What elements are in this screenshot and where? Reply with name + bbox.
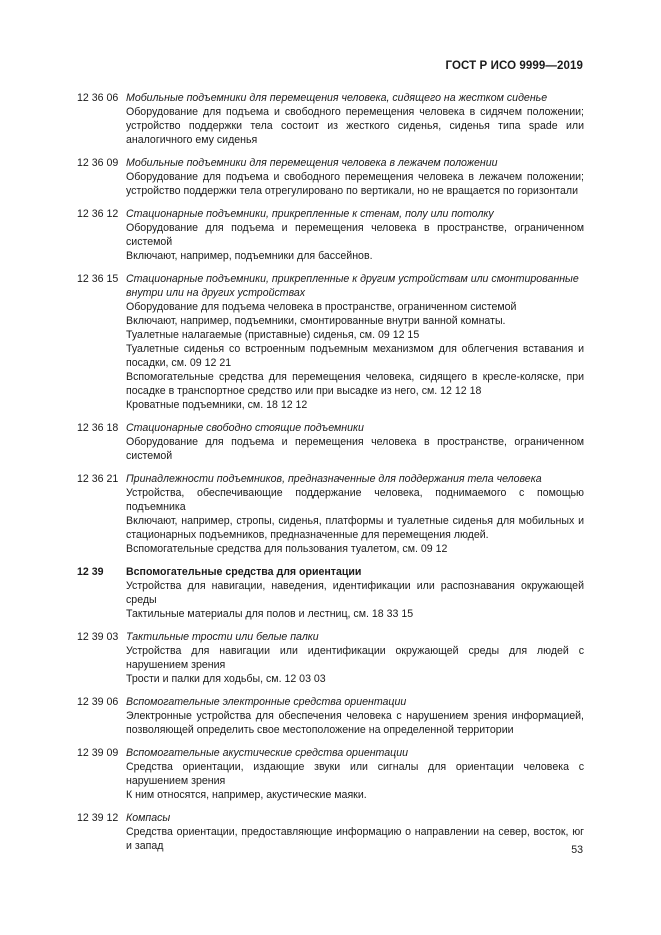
entry-title: Стационарные подъемники, прикрепленные к другим устройствам или смонтированные внутри или на других устройствах: [126, 273, 579, 299]
classification-entry: [77, 695, 584, 737]
entry-description: Трости и палки для ходьбы, см. 12 03 03: [126, 673, 326, 685]
entry-description: Туалетные сиденья со встроенным подъемным механизмом для облегчения вставания и посадки, см. 09 12 21: [126, 343, 584, 369]
classification-entry: [77, 156, 584, 198]
entry-description: Включают, например, подъемники, смонтированные внутри ванной комнаты.: [126, 315, 506, 327]
classification-entry: [77, 472, 584, 556]
entry-description: Оборудование для подъема человека в пространстве, ограниченном системой: [126, 301, 517, 313]
classification-entry: [77, 421, 584, 463]
classification-entry: [77, 91, 584, 147]
entry-description: Средства ориентации, издающие звуки или сигналы для ориентации человека с нарушением зрения: [126, 761, 584, 787]
entry-title: Мобильные подъемники для перемещения человека в лежачем положении: [126, 157, 498, 169]
entry-title: Вспомогательные акустические средства ориентации: [126, 747, 408, 759]
entry-code: 12 36 18: [77, 422, 119, 434]
entry-description: Оборудование для подъема и свободного перемещения человека в лежачем положении; устройство поддержки тела отрегулировано по вертикали, но не вращается по горизонтали: [126, 171, 584, 197]
entry-description: Оборудование для подъема и перемещения человека в пространстве, ограниченном системой: [126, 222, 584, 248]
classification-entry: [77, 811, 584, 853]
classification-list: [77, 91, 584, 862]
entry-description: Устройства для навигации или идентификации окружающей среды для людей с нарушением зрения: [126, 645, 584, 671]
entry-title: Стационарные подъемники, прикрепленные к стенам, полу или потолку: [126, 208, 494, 220]
entry-title: Тактильные трости или белые палки: [126, 631, 319, 643]
entry-description: Средства ориентации, предоставляющие информацию о направлении на север, восток, юг и запад: [126, 826, 584, 852]
entry-description: Вспомогательные средства для перемещения человека, сидящего в кресле-коляске, при посадке в транспортное средство или при высадке из него, см. 12 12 18: [126, 371, 584, 397]
entry-code: 12 39 03: [77, 631, 119, 643]
classification-entry: [77, 630, 584, 686]
entry-description: Включают, например, подъемники для бассейнов.: [126, 250, 373, 262]
entry-title: Стационарные свободно стоящие подъемники: [126, 422, 364, 434]
entry-description: Оборудование для подъема и свободного перемещения человека в сидячем положении; устройство поддержки тела состоит из жесткого сиденья, сиденья типа spade или аналогичного ему сиденья: [126, 106, 584, 146]
entry-description: Кроватные подъемники, см. 18 12 12: [126, 399, 308, 411]
entry-description: Оборудование для подъема и перемещения человека в пространстве, ограниченном системой: [126, 436, 584, 462]
entry-title: Вспомогательные средства для ориентации: [126, 566, 362, 578]
entry-code: 12 39 06: [77, 696, 119, 708]
entry-code: 12 39 12: [77, 812, 119, 824]
page-number: 53: [571, 844, 583, 856]
entry-title: Вспомогательные электронные средства ориентации: [126, 696, 407, 708]
document-header: ГОСТ Р ИСО 9999—2019: [445, 60, 583, 72]
classification-group: [77, 565, 584, 621]
entry-description: Электронные устройства для обеспечения человека с нарушением зрения информацией, позволяющей определить свое местоположение на определенной территории: [126, 710, 584, 736]
entry-code: 12 36 15: [77, 273, 119, 285]
entry-description: Включают, например, стропы, сиденья, платформы и туалетные сиденья для мобильных и стационарных подъемников, предназначенные для перемещения людей.: [126, 515, 584, 541]
entry-code: 12 39 09: [77, 747, 119, 759]
classification-entry: [77, 272, 584, 412]
entry-description: Туалетные налагаемые (приставные) сиденья, см. 09 12 15: [126, 329, 420, 341]
entry-code: 12 36 06: [77, 92, 119, 104]
entry-title: Принадлежности подъемников, предназначенные для поддержания тела человека: [126, 473, 542, 485]
entry-description: Устройства, обеспечивающие поддержание человека, поднимаемого с помощью подъемника: [126, 487, 584, 513]
classification-entry: [77, 207, 584, 263]
entry-description: Вспомогательные средства для пользования туалетом, см. 09 12: [126, 543, 448, 555]
entry-description: К ним относятся, например, акустические маяки.: [126, 789, 367, 801]
entry-code: 12 36 21: [77, 473, 119, 485]
entry-code: 12 36 12: [77, 208, 119, 220]
entry-description: Устройства для навигации, наведения, идентификации или распознавания окружающей среды: [126, 580, 584, 606]
entry-code: 12 39: [77, 566, 104, 578]
entry-code: 12 36 09: [77, 157, 119, 169]
classification-entry: [77, 746, 584, 802]
entry-description: Тактильные материалы для полов и лестниц, см. 18 33 15: [126, 608, 414, 620]
entry-title: Компасы: [126, 812, 171, 824]
entry-title: Мобильные подъемники для перемещения человека, сидящего на жестком сиденье: [126, 92, 548, 104]
